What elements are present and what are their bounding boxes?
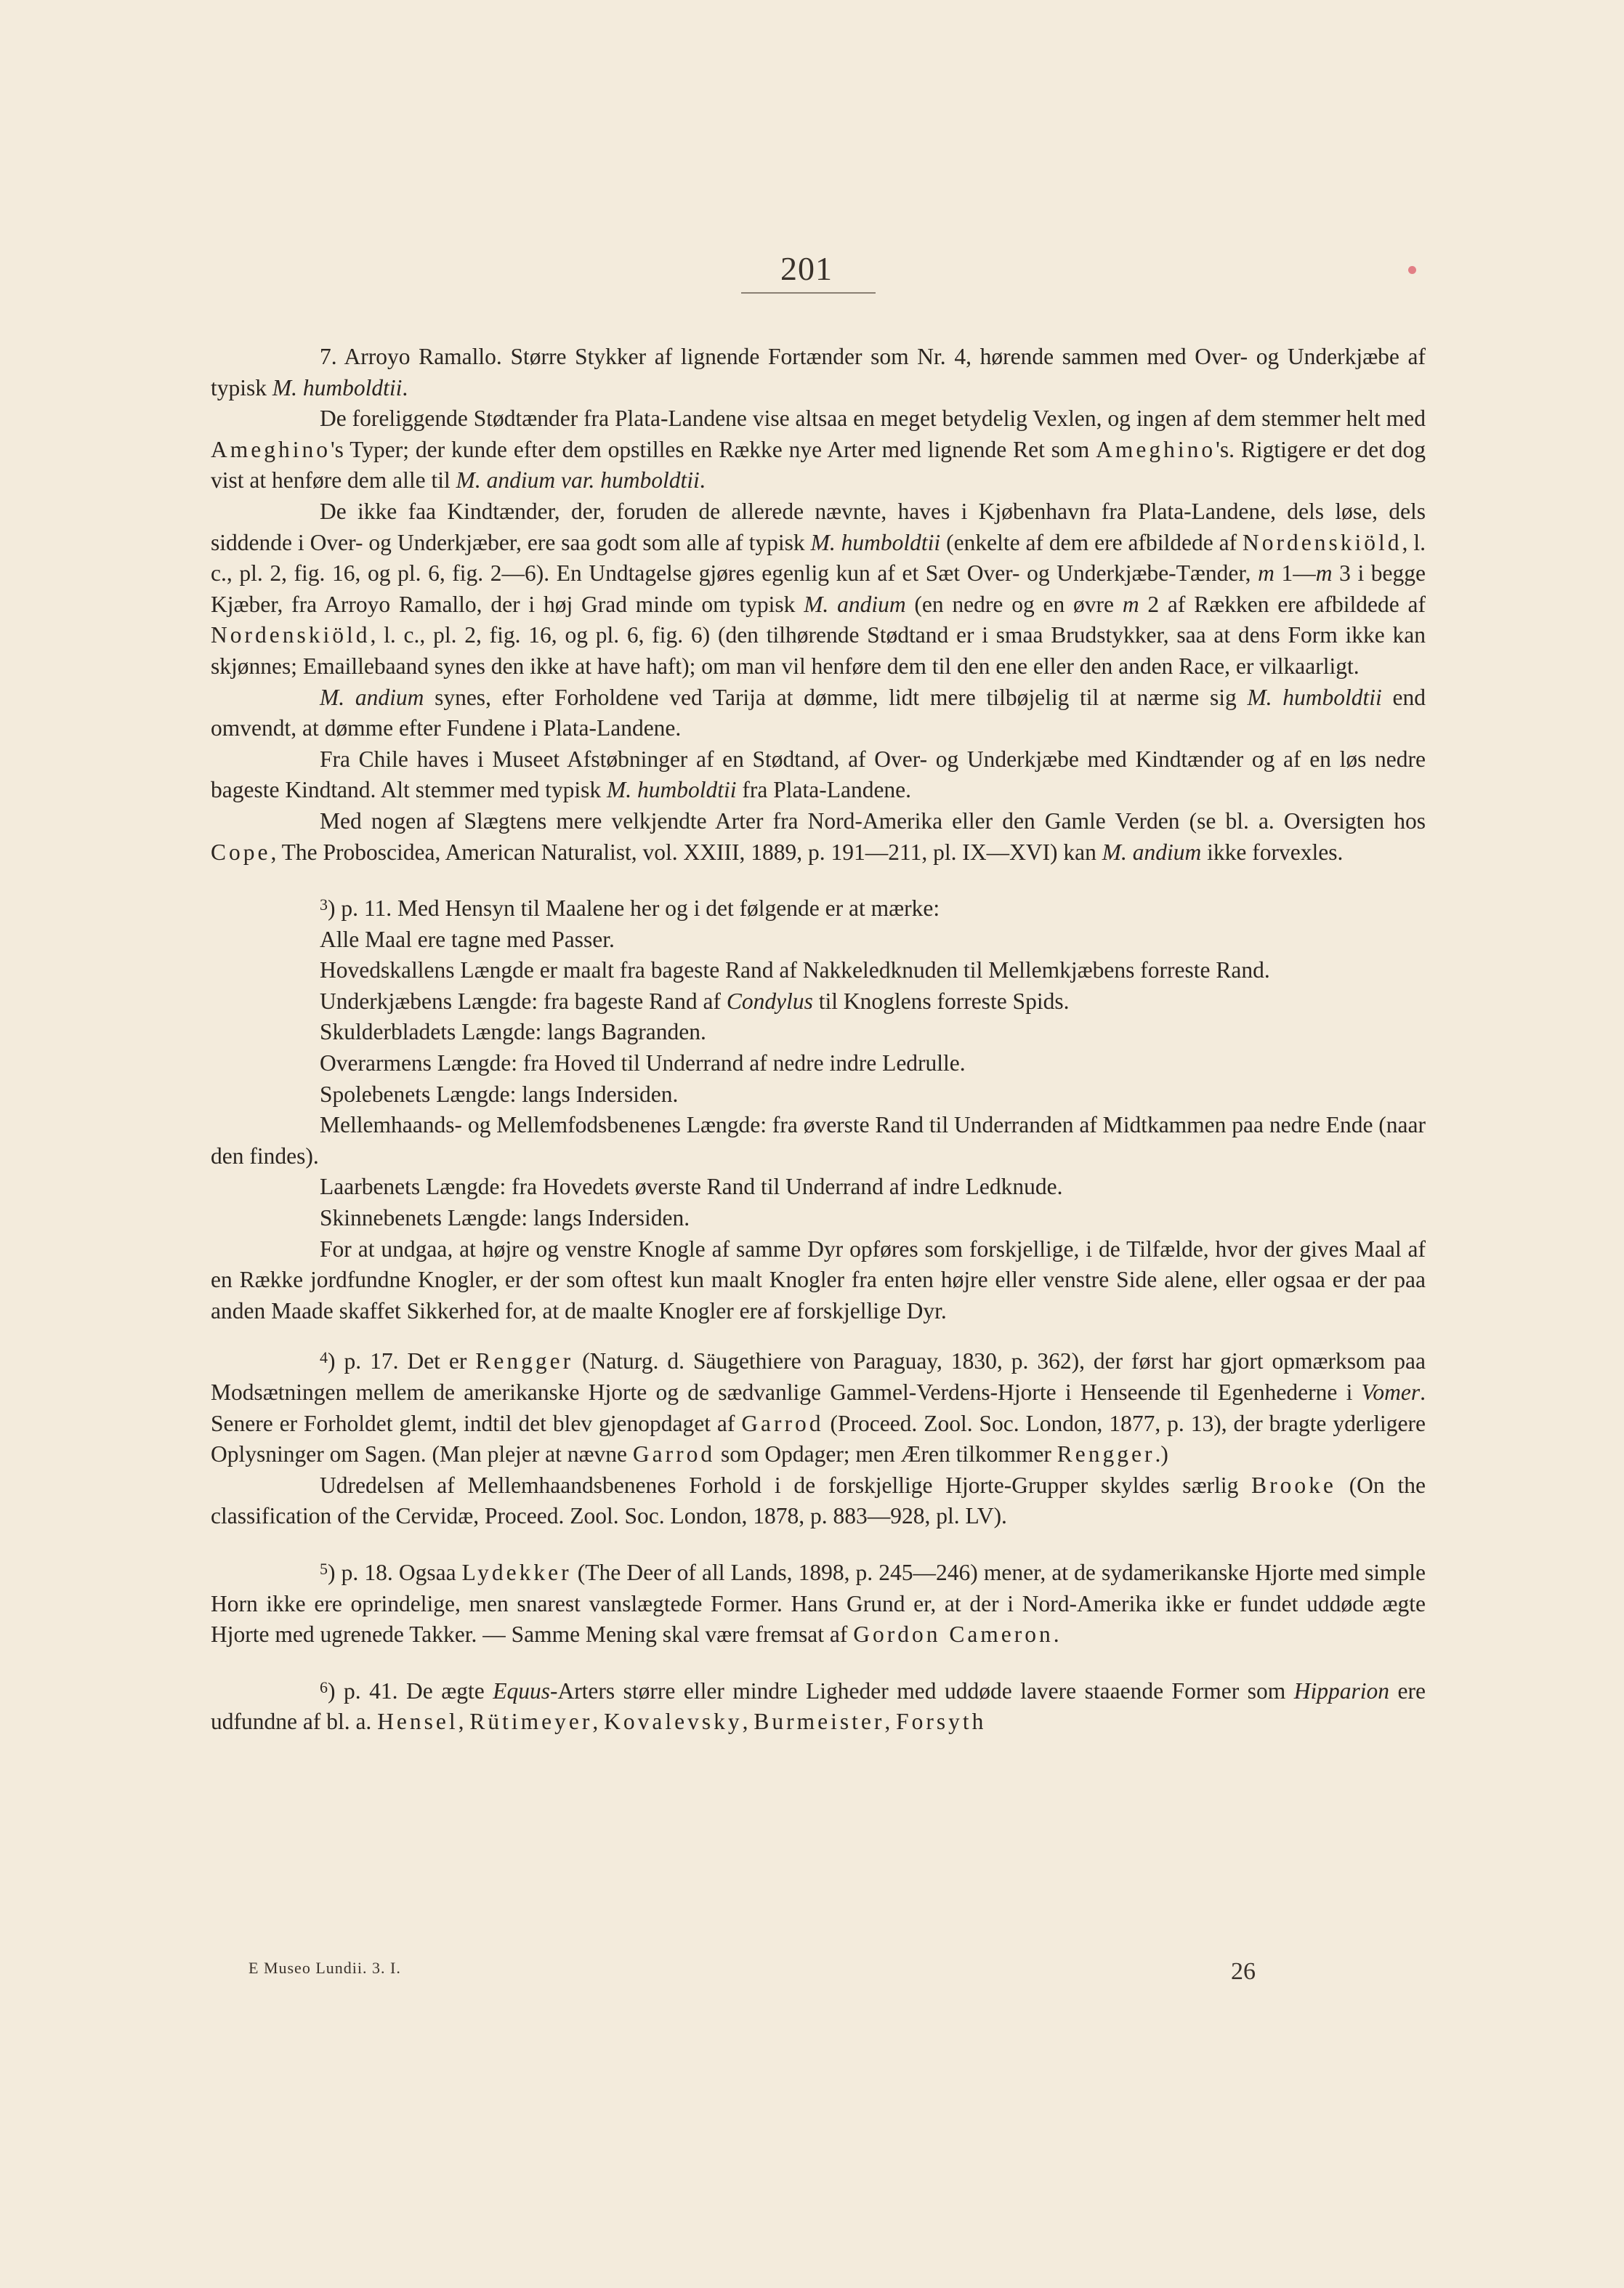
footnote-3: $^3$) p. 11. Med Hensyn til Maalene her og i det følgende er at mærke: xyxy=(320,895,940,922)
paragraph: Med nogen af Slægtens mere velkjendte Arter fra Nord-Amerika eller den Gamle Verden (se bl. a. Oversigten hos Cope, The Proboscidea, American Naturalist, vol. XXIII, 1889, p. 191—211, pl. IX—XVI) kan M. andium ikke forvexles. xyxy=(211,807,1426,865)
footer-series: E Museo Lundii. 3. I. xyxy=(249,1959,401,1977)
paragraph: Skinnebenets Længde: langs Indersiden. xyxy=(320,1205,690,1231)
paragraph: Laarbenets Længde: fra Hovedets øverste Rand til Underrand af indre Ledknude. xyxy=(320,1174,1063,1200)
paragraph: Mellemhaands- og Mellemfodsbenenes Længde: fra øverste Rand til Underranden af Midtkammen paa nedre Ende (naar den findes). xyxy=(211,1112,1426,1169)
paragraph: Overarmens Længde: fra Hoved til Underrand af nedre indre Ledrulle. xyxy=(320,1050,966,1076)
footnote-4: $^4$) p. 17. Det er Rengger (Naturg. d. Säugethiere von Paraguay, 1830, p. 362), der først har gjort opmærksom paa Modsætningen mellem de amerikanske Hjorte og de sædvanlige Gammel-Verdens-Hjorte i Henseende til Egenhederne i Vomer. Senere er Forholdet glemt, indtil det blev gjenopdaget af Garrod (Proceed. Zool. Soc. London, 1877, p. 13), der bragte yderligere Oplysninger om Sagen. (Man plejer at nævne Garrod som Opdager; men Æren tilkommer Rengger.) xyxy=(211,1348,1426,1467)
paragraph: Skulderbladets Længde: langs Bagranden. xyxy=(320,1019,706,1045)
red-dot-mark xyxy=(1408,266,1416,274)
paragraph: De ikke faa Kindtænder, der, foruden de allerede nævnte, haves i Kjøbenhavn fra Plata-Landene, dels løse, dels siddende i Over- og Underkjæber, ere saa godt som alle af typisk M. humboldtii (enkelte af dem ere afbildede af Nordenskiöld, l. c., pl. 2, fig. 16, og pl. 6, fig. 2—6). En Undtagelse gjøres egenlig kun af et Sæt Over- og Underkjæbe-Tænder, m 1—m 3 i begge Kjæber, fra Arroyo Ramallo, der i høj Grad minde om typisk M. andium (en nedre og en øvre m 2 af Rækken ere afbildede af Nordenskiöld, l. c., pl. 2, fig. 16, og pl. 6, fig. 6) (den tilhørende Stødtand er i smaa Brudstykker, saa at dens Form ikke kan skjønnes; Emaillebaand synes den ikke at have haft); om man vil henføre dem til den ene eller den anden Race, er vilkaarligt. xyxy=(211,498,1426,679)
body-text xyxy=(211,342,1426,1738)
footnote-6: $^6$) p. 41. De ægte Equus-Arters større eller mindre Ligheder med uddøde lavere staaende Former som Hipparion ere udfundne af bl. a. Hensel, Rütimeyer, Kovalevsky, Burmeister, Forsyth xyxy=(211,1677,1426,1735)
paragraph: Underkjæbens Længde: fra bageste Rand af Condylus til Knoglens forreste Spids. xyxy=(320,988,1070,1014)
paragraph: De foreliggende Stødtænder fra Plata-Landene vise altsaa en meget betydelig Vexlen, og ingen af dem stemmer helt med Ameghino's Typer; der kunde efter dem opstilles en Række nye Arter med lignende Ret som Ameghino's. Rigtigere er det dog vist at henføre dem alle til M. andium var. humboldtii. xyxy=(211,406,1426,494)
paragraph: Udredelsen af Mellemhaandsbenenes Forhold i de forskjellige Hjorte-Grupper skyldes særlig Brooke (On the classification of the Cervidæ, Proceed. Zool. Soc. London, 1878, p. 883—928, pl. LV). xyxy=(211,1472,1426,1529)
paragraph: Alle Maal ere tagne med Passer. xyxy=(320,926,615,952)
paragraph: Fra Chile haves i Museet Afstøbninger af en Stødtand, af Over- og Underkjæbe med Kindtænder og af en løs nedre bageste Kindtand. Alt stemmer med typisk M. humboldtii fra Plata-Landene. xyxy=(211,746,1426,803)
footnote-5: $^5$) p. 18. Ogsaa Lydekker (The Deer of all Lands, 1898, p. 245—246) mener, at de sydamerikanske Hjorte med simple Horn ikke ere oprindelige, men snarest vanslægtede Former. Hans Grund er, at der i Nord-Amerika ikke er fundet uddøde ægte Hjorte med ugrenede Takker. — Samme Mening skal være fremsat af Gordon Cameron. xyxy=(211,1559,1426,1648)
paragraph: For at undgaa, at højre og venstre Knogle af samme Dyr opføres som forskjellige, i de Tilfælde, hvor der gives Maal af en Række jordfundne Knogler, er der som oftest kun maalt Knogler fra enten højre eller venstre Side alene, eller ogsaa er der paa anden Maade skaffet Sikkerhed for, at de maalte Knogler ere af forskjellige Dyr. xyxy=(211,1236,1426,1324)
paragraph: 7. Arroyo Ramallo. Større Stykker af lignende Fortænder som Nr. 4, hørende sammen med Over- og Underkjæbe af typisk M. humboldtii. xyxy=(211,344,1426,400)
footer-signature: 26 xyxy=(1231,1958,1256,1985)
page-number: 201 xyxy=(780,250,833,287)
paragraph: Hovedskallens Længde er maalt fra bageste Rand af Nakkeledknuden til Mellemkjæbens forreste Rand. xyxy=(320,957,1270,983)
paragraph: M. andium synes, efter Forholdene ved Tarija at dømme, lidt mere tilbøjelig til at nærme sig M. humboldtii end omvendt, at dømme efter Fundene i Plata-Landene. xyxy=(211,684,1426,741)
page-number-rule xyxy=(741,292,876,294)
paragraph: Spolebenets Længde: langs Indersiden. xyxy=(320,1081,679,1107)
